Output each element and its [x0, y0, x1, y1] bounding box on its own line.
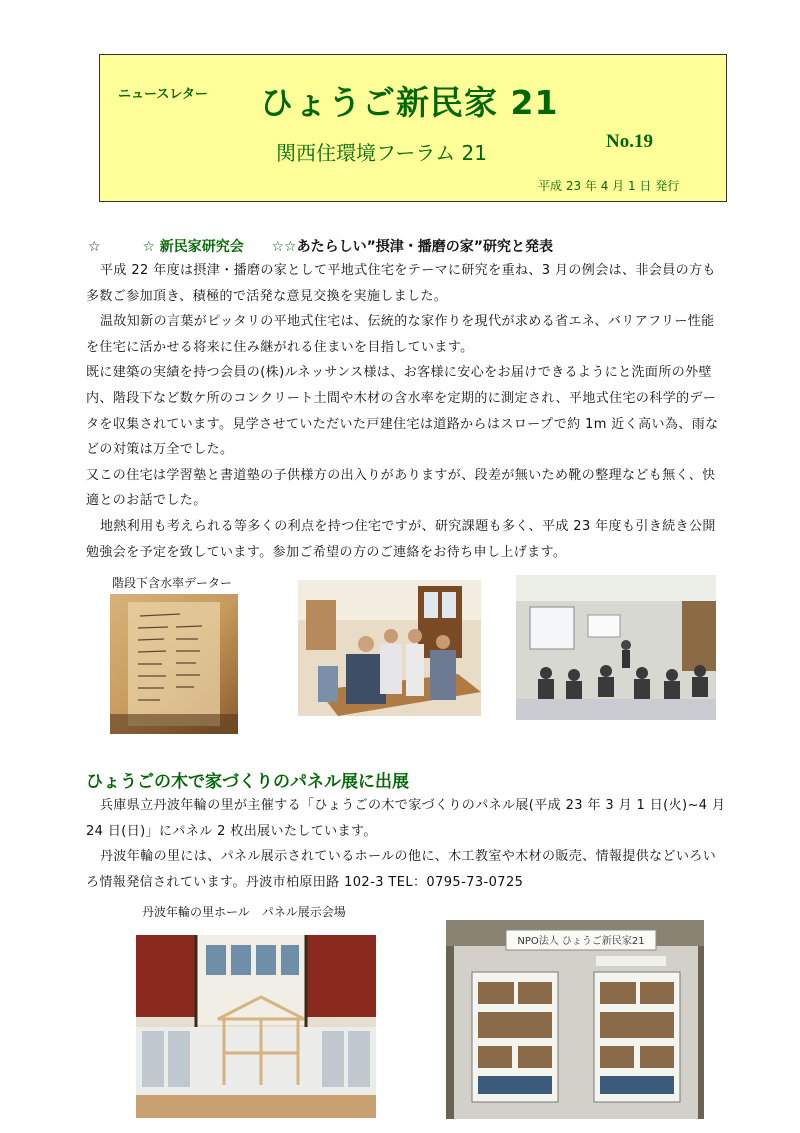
double-star-icon: ☆☆	[271, 239, 297, 255]
paragraph: 兵庫県立丹波年輪の里が主催する「ひょうごの木で家づくりのパネル展(平成 23 年 3 月 1 日(火)~4 月 24 日(日)」にパネル 2 枚出展いたしています。	[86, 798, 726, 839]
masthead	[99, 54, 727, 202]
photo-caption: 階段下含水率データー	[112, 576, 233, 590]
star-icon: ☆	[88, 239, 101, 255]
meeting-room-photo	[298, 580, 481, 716]
section1-heading	[88, 236, 553, 256]
moisture-data-photo	[110, 594, 238, 734]
newsletter-subtitle: 関西住環境フーラム 21	[276, 141, 488, 165]
panel-hall-photo	[136, 935, 376, 1118]
section1-body	[86, 258, 726, 565]
panel-exhibit-photo	[446, 920, 704, 1119]
paragraph: 温故知新の言葉がピッタリの平地式住宅は、伝統的な家作りを現代が求める省エネ、バリアフリー性能を住宅に活かせる将来に住み継がれる住まいを目指しています。	[86, 314, 715, 355]
newsletter-label: ニュースレター	[118, 87, 208, 102]
newsletter-title: ひょうご新民家 21	[260, 83, 559, 122]
photo-caption: 丹波年輪の里ホール パネル展示会場	[142, 905, 346, 919]
paragraph: 平成 22 年度は摂津・播磨の家として平地式住宅をテーマに研究を重ね、3 月の例会は、非会員の方も多数ご参加頂き、積極的で活発な意見交換を実施しました。	[86, 263, 716, 304]
paragraph: 丹波年輪の里には、パネル展示されているホールの他に、木工教室や木材の販売、情報提供などいろいろ情報発信されています。丹波市柏原田路 102-3 TEL：0795-73-0725	[86, 849, 717, 890]
paragraph: 既に建築の実績を持つ会員の(株)ルネッサンス様は、お客様に安心をお届けできるようにと洗面所の外壁内、階段下など数ケ所のコンクリート土間や木材の含水率を定期的に測定され、平地式住宅の科学的データを収集されています。見学させていただいた戸建住宅は道路からはスロープで約 1m 近く高い為、雨などの対策は万全でした。	[86, 365, 719, 458]
section2-heading: ひょうごの木で家づくりのパネル展に出展	[86, 772, 409, 792]
section2-body	[86, 793, 726, 895]
panel-sign-text: NPO法人 ひょうご新民家21	[517, 936, 645, 947]
section1-name: 新民家研究会	[159, 239, 244, 255]
seminar-photo	[516, 575, 716, 720]
issue-number: No.19	[606, 131, 653, 152]
paragraph: 又この住宅は学習塾と書道塾の子供様方の出入りがありますが、段差が無いため靴の整理なども無く、快適とのお話でした。	[86, 467, 716, 509]
paragraph: 地熱利用も考えられる等多くの利点を持つ住宅ですが、研究課題も多く、平成 23 年度も引き続き公開勉強会を予定を致しています。参加ご希望の方のご連絡をお待ち申し上げます。	[86, 518, 716, 560]
section1-topic: あたらしい”摂津・播磨の家”研究と発表	[296, 239, 554, 255]
publish-date: 平成 23 年 4 月 1 日 発行	[538, 179, 680, 193]
star-icon: ☆	[142, 239, 155, 255]
